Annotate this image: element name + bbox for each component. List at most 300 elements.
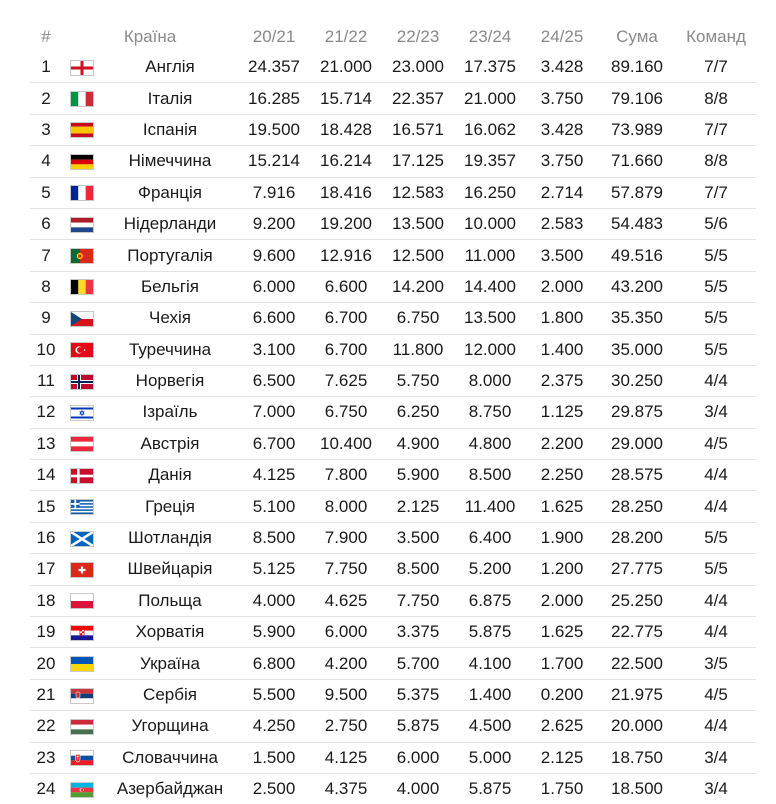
teams-cell: 4/4 bbox=[676, 585, 756, 616]
sum-cell: 18.500 bbox=[611, 779, 664, 799]
season-2324-cell: 1.400 bbox=[454, 679, 526, 710]
header-season-2122: 21/22 bbox=[324, 27, 368, 46]
country-cell: Іспанія bbox=[102, 114, 238, 145]
season-2324-cell: 12.000 bbox=[454, 334, 526, 365]
season-2324-cell: 13.500 bbox=[454, 303, 526, 334]
rank-cell: 2 bbox=[30, 83, 62, 114]
table-row bbox=[30, 271, 756, 302]
sum-cell: 20.000 bbox=[598, 711, 676, 742]
table-row bbox=[30, 334, 756, 365]
sum-cell: 35.350 bbox=[598, 303, 676, 334]
country-cell: Англія bbox=[102, 52, 238, 83]
season-2223-cell: 5.900 bbox=[382, 460, 454, 491]
sum-cell: 43.200 bbox=[598, 271, 676, 302]
season-2324-cell: 19.357 bbox=[454, 146, 526, 177]
sum-cell: 28.200 bbox=[598, 522, 676, 553]
country-cell: Італія bbox=[102, 83, 238, 114]
season-2324-cell: 5.875 bbox=[454, 617, 526, 648]
season-2122-cell: 6.700 bbox=[310, 303, 382, 334]
season-2021-cell: 7.916 bbox=[238, 177, 310, 208]
season-2122-cell: 19.200 bbox=[310, 208, 382, 239]
season-2223-cell: 5.700 bbox=[382, 648, 454, 679]
season-2324-cell: 4.500 bbox=[454, 711, 526, 742]
header-teams: Команд bbox=[686, 27, 746, 46]
season-2223-cell: 12.583 bbox=[382, 177, 454, 208]
sum-cell: 71.660 bbox=[598, 146, 676, 177]
season-2021-cell: 6.700 bbox=[238, 428, 310, 459]
season-2122-cell: 15.714 bbox=[310, 83, 382, 114]
season-2425-cell: 1.625 bbox=[526, 617, 598, 648]
rank-cell: 17 bbox=[30, 554, 62, 585]
season-2021-cell: 9.200 bbox=[238, 208, 310, 239]
season-2223-cell: 3.500 bbox=[382, 522, 454, 553]
azerbaijan-flag-icon bbox=[71, 783, 93, 797]
season-2223-cell: 8.500 bbox=[382, 554, 454, 585]
country-coefficient-table bbox=[30, 22, 756, 804]
country-cell: Туреччина bbox=[102, 334, 238, 365]
table-row bbox=[30, 397, 756, 428]
switzerland-flag-icon bbox=[71, 563, 93, 577]
season-2425-cell: 2.625 bbox=[526, 711, 598, 742]
season-2223-cell: 5.750 bbox=[382, 365, 454, 396]
teams-cell: 8/8 bbox=[676, 83, 756, 114]
flag-cell bbox=[62, 52, 102, 83]
teams-cell: 4/5 bbox=[676, 428, 756, 459]
rank-cell: 20 bbox=[30, 648, 62, 679]
season-2425-cell: 2.000 bbox=[526, 271, 598, 302]
header-country: Країна bbox=[123, 27, 177, 46]
table-row bbox=[30, 617, 756, 648]
rank-cell: 4 bbox=[30, 146, 62, 177]
season-2021-cell: 5.100 bbox=[238, 491, 310, 522]
season-2021-cell: 2.500 bbox=[252, 779, 296, 799]
sum-cell: 49.516 bbox=[598, 240, 676, 271]
season-2122-cell: 7.900 bbox=[310, 522, 382, 553]
sum-cell: 35.000 bbox=[598, 334, 676, 365]
season-2425-cell: 2.583 bbox=[526, 208, 598, 239]
season-2021-cell: 6.600 bbox=[238, 303, 310, 334]
flag-cell bbox=[62, 679, 102, 710]
israel-flag-icon bbox=[71, 406, 93, 420]
rank-cell: 15 bbox=[30, 491, 62, 522]
flag-cell bbox=[62, 334, 102, 365]
season-2425-cell: 1.900 bbox=[526, 522, 598, 553]
sum-cell: 18.750 bbox=[598, 742, 676, 773]
teams-cell: 5/5 bbox=[676, 554, 756, 585]
table-row bbox=[30, 177, 756, 208]
sum-cell: 28.250 bbox=[598, 491, 676, 522]
flag-cell bbox=[62, 177, 102, 208]
teams-cell: 3/4 bbox=[676, 397, 756, 428]
table-row bbox=[30, 711, 756, 742]
season-2324-cell: 5.000 bbox=[454, 742, 526, 773]
season-2425-cell: 1.700 bbox=[526, 648, 598, 679]
flag-cell bbox=[62, 208, 102, 239]
country-cell: Шотландія bbox=[102, 522, 238, 553]
croatia-flag-icon bbox=[71, 626, 93, 640]
season-2223-cell: 7.750 bbox=[382, 585, 454, 616]
teams-cell: 4/4 bbox=[676, 711, 756, 742]
sum-cell: 79.106 bbox=[598, 83, 676, 114]
season-2021-cell: 5.125 bbox=[238, 554, 310, 585]
rank-cell: 6 bbox=[30, 208, 62, 239]
season-2425-cell: 3.750 bbox=[526, 83, 598, 114]
austria-flag-icon bbox=[71, 437, 93, 451]
header-season-2223: 22/23 bbox=[396, 27, 440, 46]
country-cell: Швейцарія bbox=[102, 554, 238, 585]
teams-cell: 5/5 bbox=[676, 271, 756, 302]
spain-flag-icon bbox=[71, 123, 93, 137]
season-2122-cell: 10.400 bbox=[310, 428, 382, 459]
season-2425-cell: 2.250 bbox=[526, 460, 598, 491]
country-cell: Австрія bbox=[102, 428, 238, 459]
header-row bbox=[30, 22, 756, 52]
table-row bbox=[30, 303, 756, 334]
season-2223-cell: 4.900 bbox=[382, 428, 454, 459]
teams-cell: 5/5 bbox=[676, 240, 756, 271]
season-2223-cell: 13.500 bbox=[382, 208, 454, 239]
country-cell: Хорватія bbox=[102, 617, 238, 648]
rank-cell: 24 bbox=[36, 779, 56, 799]
season-2223-cell: 5.875 bbox=[382, 711, 454, 742]
table-row bbox=[30, 208, 756, 239]
season-2122-cell: 4.375 bbox=[324, 779, 368, 799]
season-2122-cell: 8.000 bbox=[310, 491, 382, 522]
season-2223-cell: 3.375 bbox=[382, 617, 454, 648]
table-header bbox=[30, 22, 756, 52]
table-row bbox=[30, 742, 756, 773]
table-row bbox=[30, 679, 756, 710]
season-2122-cell: 18.416 bbox=[310, 177, 382, 208]
season-2425-cell: 1.625 bbox=[526, 491, 598, 522]
rank-cell: 23 bbox=[30, 742, 62, 773]
season-2223-cell: 12.500 bbox=[382, 240, 454, 271]
flag-cell bbox=[62, 83, 102, 114]
teams-cell: 5/5 bbox=[676, 334, 756, 365]
season-2324-cell: 16.062 bbox=[454, 114, 526, 145]
rank-cell: 22 bbox=[30, 711, 62, 742]
season-2223-cell: 14.200 bbox=[382, 271, 454, 302]
flag-cell bbox=[62, 617, 102, 648]
sum-cell: 29.000 bbox=[598, 428, 676, 459]
rank-cell: 18 bbox=[30, 585, 62, 616]
season-2122-cell: 7.750 bbox=[310, 554, 382, 585]
season-2425-cell: 1.800 bbox=[526, 303, 598, 334]
sum-cell: 21.975 bbox=[598, 679, 676, 710]
flag-cell bbox=[62, 585, 102, 616]
season-2021-cell: 5.900 bbox=[238, 617, 310, 648]
season-2223-cell: 5.375 bbox=[382, 679, 454, 710]
season-2223-cell: 4.000 bbox=[396, 779, 440, 799]
flag-cell bbox=[62, 365, 102, 396]
season-2122-cell: 18.428 bbox=[310, 114, 382, 145]
sum-cell: 22.500 bbox=[598, 648, 676, 679]
season-2425-cell: 1.125 bbox=[526, 397, 598, 428]
season-2122-cell: 4.625 bbox=[310, 585, 382, 616]
season-2324-cell: 14.400 bbox=[454, 271, 526, 302]
france-flag-icon bbox=[71, 186, 93, 200]
teams-cell: 7/7 bbox=[676, 52, 756, 83]
header-season-2324: 23/24 bbox=[468, 27, 512, 46]
season-2122-cell: 9.500 bbox=[310, 679, 382, 710]
teams-cell: 3/4 bbox=[704, 779, 728, 799]
season-2021-cell: 15.214 bbox=[238, 146, 310, 177]
season-2324-cell: 11.400 bbox=[454, 491, 526, 522]
table-row bbox=[30, 491, 756, 522]
season-2223-cell: 17.125 bbox=[382, 146, 454, 177]
header-season-2021: 20/21 bbox=[252, 27, 296, 46]
season-2122-cell: 6.000 bbox=[310, 617, 382, 648]
season-2122-cell: 4.200 bbox=[310, 648, 382, 679]
table-row bbox=[30, 522, 756, 553]
rank-cell: 3 bbox=[30, 114, 62, 145]
england-flag-icon bbox=[71, 61, 93, 75]
season-2122-cell: 7.625 bbox=[310, 365, 382, 396]
sum-cell: 89.160 bbox=[598, 52, 676, 83]
teams-cell: 4/4 bbox=[676, 460, 756, 491]
teams-cell: 4/5 bbox=[676, 679, 756, 710]
rank-cell: 11 bbox=[30, 365, 62, 396]
season-2021-cell: 5.500 bbox=[238, 679, 310, 710]
season-2425-cell: 3.750 bbox=[526, 146, 598, 177]
table-body bbox=[30, 52, 756, 804]
rank-cell: 1 bbox=[30, 52, 62, 83]
country-cell: Сербія bbox=[102, 679, 238, 710]
season-2021-cell: 7.000 bbox=[238, 397, 310, 428]
country-cell: Азербайджан bbox=[116, 779, 224, 799]
flag-cell bbox=[62, 648, 102, 679]
sum-cell: 29.875 bbox=[598, 397, 676, 428]
rank-cell: 9 bbox=[30, 303, 62, 334]
table-row bbox=[30, 460, 756, 491]
season-2021-cell: 19.500 bbox=[238, 114, 310, 145]
greece-flag-icon bbox=[71, 500, 93, 514]
germany-flag-icon bbox=[71, 155, 93, 169]
season-2021-cell: 9.600 bbox=[238, 240, 310, 271]
season-2324-cell: 6.400 bbox=[454, 522, 526, 553]
season-2324-cell: 17.375 bbox=[454, 52, 526, 83]
season-2425-cell: 2.125 bbox=[526, 742, 598, 773]
header-rank: # bbox=[41, 27, 51, 46]
teams-cell: 3/4 bbox=[676, 742, 756, 773]
season-2122-cell: 2.750 bbox=[310, 711, 382, 742]
flag-cell bbox=[62, 397, 102, 428]
season-2324-cell: 21.000 bbox=[454, 83, 526, 114]
country-cell: Угорщина bbox=[102, 711, 238, 742]
season-2324-cell: 8.500 bbox=[454, 460, 526, 491]
season-2324-cell: 8.000 bbox=[454, 365, 526, 396]
season-2021-cell: 8.500 bbox=[238, 522, 310, 553]
table-row bbox=[30, 365, 756, 396]
season-2425-cell: 0.200 bbox=[526, 679, 598, 710]
rank-cell: 16 bbox=[30, 522, 62, 553]
flag-cell bbox=[62, 146, 102, 177]
season-2425-cell: 2.200 bbox=[526, 428, 598, 459]
sum-cell: 30.250 bbox=[598, 365, 676, 396]
season-2324-cell: 5.200 bbox=[454, 554, 526, 585]
table-row bbox=[30, 554, 756, 585]
flag-cell bbox=[62, 114, 102, 145]
season-2021-cell: 16.285 bbox=[238, 83, 310, 114]
denmark-flag-icon bbox=[71, 469, 93, 483]
season-2122-cell: 6.700 bbox=[310, 334, 382, 365]
rank-cell: 5 bbox=[30, 177, 62, 208]
flag-cell bbox=[62, 240, 102, 271]
sum-cell: 25.250 bbox=[598, 585, 676, 616]
season-2021-cell: 6.000 bbox=[238, 271, 310, 302]
season-2021-cell: 24.357 bbox=[238, 52, 310, 83]
turkey-flag-icon bbox=[71, 343, 93, 357]
season-2122-cell: 4.125 bbox=[310, 742, 382, 773]
teams-cell: 8/8 bbox=[676, 146, 756, 177]
season-2425-cell: 3.428 bbox=[526, 114, 598, 145]
header-season-2425: 24/25 bbox=[540, 27, 584, 46]
rank-cell: 7 bbox=[30, 240, 62, 271]
season-2425-cell: 2.375 bbox=[526, 365, 598, 396]
season-2324-cell: 4.800 bbox=[454, 428, 526, 459]
country-cell: Польща bbox=[102, 585, 238, 616]
season-2425-cell: 3.500 bbox=[526, 240, 598, 271]
flag-cell bbox=[62, 522, 102, 553]
ukraine-flag-icon bbox=[71, 657, 93, 671]
teams-cell: 4/4 bbox=[676, 491, 756, 522]
country-cell: Німеччина bbox=[102, 146, 238, 177]
season-2021-cell: 6.500 bbox=[238, 365, 310, 396]
season-2425-cell: 1.750 bbox=[540, 779, 584, 799]
flag-cell bbox=[62, 742, 102, 773]
country-cell: Ізраїль bbox=[102, 397, 238, 428]
flag-cell bbox=[62, 460, 102, 491]
table-row bbox=[30, 52, 756, 83]
belgium-flag-icon bbox=[71, 280, 93, 294]
season-2425-cell: 3.428 bbox=[526, 52, 598, 83]
season-2425-cell: 1.200 bbox=[526, 554, 598, 585]
season-2324-cell: 16.250 bbox=[454, 177, 526, 208]
season-2324-cell: 4.100 bbox=[454, 648, 526, 679]
teams-cell: 3/5 bbox=[676, 648, 756, 679]
teams-cell: 4/4 bbox=[676, 617, 756, 648]
table-row bbox=[30, 773, 756, 804]
rank-cell: 13 bbox=[30, 428, 62, 459]
teams-cell: 5/5 bbox=[676, 522, 756, 553]
season-2021-cell: 4.250 bbox=[238, 711, 310, 742]
flag-cell bbox=[62, 711, 102, 742]
season-2223-cell: 6.250 bbox=[382, 397, 454, 428]
hungary-flag-icon bbox=[71, 720, 93, 734]
country-cell: Чехія bbox=[102, 303, 238, 334]
season-2223-cell: 2.125 bbox=[382, 491, 454, 522]
flag-cell bbox=[62, 428, 102, 459]
season-2425-cell: 2.000 bbox=[526, 585, 598, 616]
teams-cell: 4/4 bbox=[676, 365, 756, 396]
season-2021-cell: 1.500 bbox=[238, 742, 310, 773]
season-2122-cell: 21.000 bbox=[310, 52, 382, 83]
season-2223-cell: 16.571 bbox=[382, 114, 454, 145]
poland-flag-icon bbox=[71, 594, 93, 608]
season-2223-cell: 11.800 bbox=[382, 334, 454, 365]
table-row bbox=[30, 428, 756, 459]
flag-cell bbox=[62, 303, 102, 334]
sum-cell: 73.989 bbox=[598, 114, 676, 145]
season-2122-cell: 16.214 bbox=[310, 146, 382, 177]
season-2324-cell: 11.000 bbox=[454, 240, 526, 271]
table-row bbox=[30, 240, 756, 271]
table-row bbox=[30, 648, 756, 679]
rank-cell: 19 bbox=[30, 617, 62, 648]
season-2122-cell: 6.750 bbox=[310, 397, 382, 428]
header-sum: Сума bbox=[616, 27, 658, 46]
sum-cell: 28.575 bbox=[598, 460, 676, 491]
season-2021-cell: 4.000 bbox=[238, 585, 310, 616]
sum-cell: 54.483 bbox=[598, 208, 676, 239]
country-cell: Португалія bbox=[102, 240, 238, 271]
season-2223-cell: 6.000 bbox=[382, 742, 454, 773]
rank-cell: 14 bbox=[30, 460, 62, 491]
teams-cell: 5/6 bbox=[676, 208, 756, 239]
scotland-flag-icon bbox=[71, 532, 93, 546]
season-2223-cell: 6.750 bbox=[382, 303, 454, 334]
rank-cell: 10 bbox=[30, 334, 62, 365]
table-row bbox=[30, 114, 756, 145]
country-cell: Нідерланди bbox=[102, 208, 238, 239]
teams-cell: 7/7 bbox=[676, 114, 756, 145]
sum-cell: 27.775 bbox=[598, 554, 676, 585]
season-2122-cell: 7.800 bbox=[310, 460, 382, 491]
season-2223-cell: 22.357 bbox=[382, 83, 454, 114]
netherlands-flag-icon bbox=[71, 218, 93, 232]
flag-cell bbox=[62, 491, 102, 522]
season-2021-cell: 6.800 bbox=[238, 648, 310, 679]
country-cell: Норвегія bbox=[102, 365, 238, 396]
country-cell: Данія bbox=[102, 460, 238, 491]
flag-cell bbox=[62, 271, 102, 302]
season-2021-cell: 4.125 bbox=[238, 460, 310, 491]
portugal-flag-icon bbox=[71, 249, 93, 263]
season-2425-cell: 1.400 bbox=[526, 334, 598, 365]
season-2223-cell: 23.000 bbox=[382, 52, 454, 83]
flag-cell bbox=[62, 554, 102, 585]
country-cell: Бельгія bbox=[102, 271, 238, 302]
season-2324-cell: 5.875 bbox=[468, 779, 512, 799]
country-cell: Словаччина bbox=[102, 742, 238, 773]
serbia-flag-icon bbox=[71, 689, 93, 703]
sum-cell: 22.775 bbox=[598, 617, 676, 648]
sum-cell: 57.879 bbox=[598, 177, 676, 208]
season-2324-cell: 6.875 bbox=[454, 585, 526, 616]
season-2122-cell: 6.600 bbox=[310, 271, 382, 302]
norway-flag-icon bbox=[71, 375, 93, 389]
table-row bbox=[30, 585, 756, 616]
czechia-flag-icon bbox=[71, 312, 93, 326]
table-row bbox=[30, 146, 756, 177]
country-cell: Греція bbox=[102, 491, 238, 522]
teams-cell: 5/5 bbox=[676, 303, 756, 334]
teams-cell: 7/7 bbox=[676, 177, 756, 208]
season-2324-cell: 10.000 bbox=[454, 208, 526, 239]
italy-flag-icon bbox=[71, 92, 93, 106]
rank-cell: 21 bbox=[30, 679, 62, 710]
season-2324-cell: 8.750 bbox=[454, 397, 526, 428]
rank-cell: 12 bbox=[30, 397, 62, 428]
flag-cell bbox=[62, 773, 102, 804]
rank-cell: 8 bbox=[30, 271, 62, 302]
season-2021-cell: 3.100 bbox=[238, 334, 310, 365]
season-2122-cell: 12.916 bbox=[310, 240, 382, 271]
table-row bbox=[30, 83, 756, 114]
slovakia-flag-icon bbox=[71, 751, 93, 765]
country-cell: Франція bbox=[102, 177, 238, 208]
country-cell: Україна bbox=[102, 648, 238, 679]
